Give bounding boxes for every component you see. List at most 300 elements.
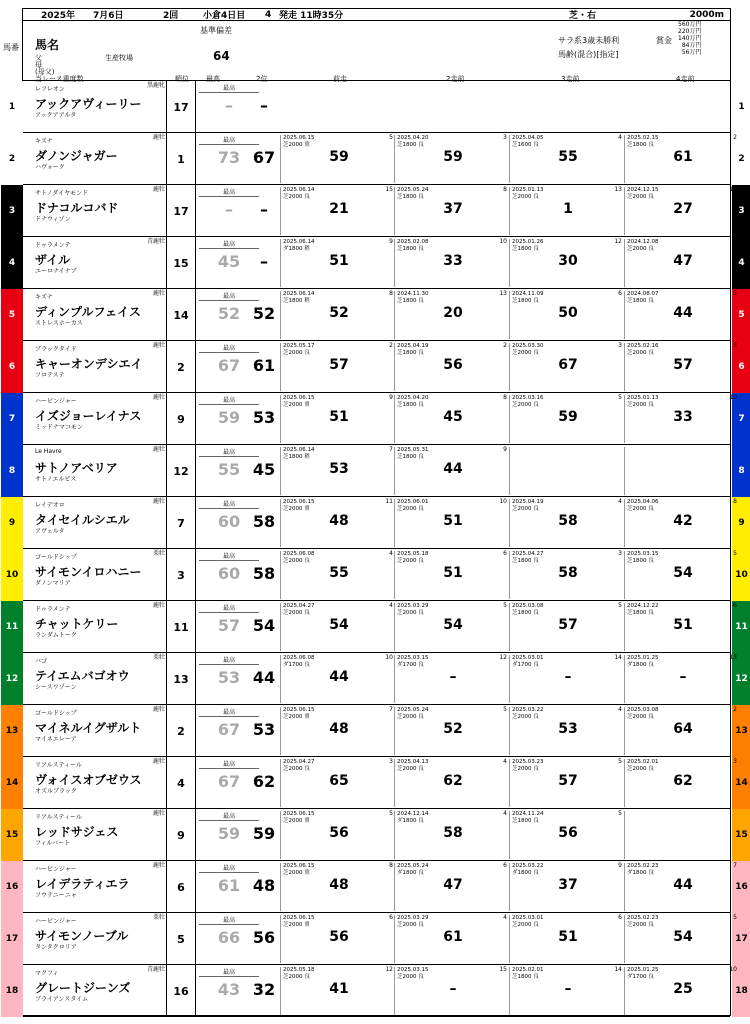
gate-number: 10 [1,549,23,601]
past-race[interactable] [280,655,396,703]
gate-number-right: 5 [732,289,750,341]
past-race[interactable] [394,915,510,963]
second-value: 61 [252,356,276,375]
past-race[interactable] [624,343,740,391]
horse-name[interactable]: チャットケリー [35,617,119,631]
damsire-label: (母父) [35,68,55,76]
past-race[interactable] [394,707,510,755]
sire: Le Havre [35,448,62,455]
past-course: 芝2000 良 [397,506,424,512]
past-race[interactable] [509,135,625,183]
past-race[interactable] [624,291,740,339]
past-race[interactable] [280,239,396,287]
second-rating [249,395,279,443]
past-place: 9 [389,238,393,245]
horse-name[interactable]: アックアヴィーリー [35,97,142,111]
sire: キズナ [35,138,53,145]
rank: 6 [166,861,196,913]
past-date: 2025.06.15 [283,135,315,141]
second-value: 56 [252,928,276,947]
sire: レフレオン [35,86,65,93]
rank: 12 [166,445,196,497]
past-race[interactable] [624,239,740,287]
second-rating [249,655,279,703]
past-race[interactable] [509,291,625,339]
gate-number: 12 [1,653,23,705]
dam: ソウテニーニャ [35,892,77,899]
past-place: 12 [499,654,507,661]
best-value: 53 [217,668,241,687]
past-race[interactable] [624,135,740,183]
past-score: 51 [673,616,693,633]
past-race[interactable] [280,551,396,599]
past-race[interactable] [280,187,396,235]
past-date: 2025.01.25 [627,967,659,973]
gate-number-right: 4 [732,237,750,289]
best-label: 最高 [199,655,259,665]
past-place: 5 [618,602,622,609]
gate-number: 8 [1,445,23,497]
past-race[interactable] [394,343,510,391]
past-course: 芝2000 良 [283,558,310,564]
past-race[interactable] [624,863,740,911]
past-race[interactable] [280,863,396,911]
past-score: 42 [673,512,693,529]
past-race[interactable] [509,551,625,599]
second-rating [249,239,279,287]
past-course: 芝2000 良 [627,922,654,928]
horse-row [5,705,748,757]
horse-name[interactable]: レイデラティエラ [35,877,130,891]
past-place: 5 [389,134,393,141]
past-score: 20 [443,304,463,321]
past-date: 2024.12.15 [627,187,659,193]
coat-sex: 鹿牡 [152,862,165,869]
past-place: 9 [389,394,393,401]
past-race[interactable] [624,499,740,547]
date: 7月6日 [93,11,124,21]
past-race[interactable] [280,135,396,183]
past-course: 芝1800 良 [627,558,654,564]
past-course: 芝1800 良 [512,818,539,824]
horse-name[interactable]: サイモンノーブル [35,929,129,943]
past-score: 44 [443,460,463,477]
past-course: 芝1800 良 [512,610,539,616]
past-race[interactable] [280,499,396,547]
past-race[interactable] [624,395,740,443]
past-score: 54 [443,616,463,633]
past-place: 3 [618,342,622,349]
past-race[interactable] [509,239,625,287]
past-course: 芝2000 良 [627,194,654,200]
past-race[interactable] [624,447,740,495]
past-place: 13 [729,654,737,661]
past-race[interactable] [394,967,510,1015]
past-place: 8 [389,290,393,297]
rank: 2 [166,705,196,757]
past-date: 2025.02.08 [397,239,429,245]
dam: ユーロナイナブ [35,268,77,275]
past-race[interactable] [624,551,740,599]
past-date: 2025.01.26 [512,239,544,245]
past-date: 2025.02.01 [627,759,659,765]
past-score: 56 [443,356,463,373]
coat-sex: 鹿牡 [152,810,165,817]
past-place: 10 [499,498,507,505]
past-race[interactable] [394,135,510,183]
gate-number: 15 [1,809,23,861]
past-race[interactable] [624,967,740,1015]
gate-number-right: 7 [732,393,750,445]
past-race[interactable] [280,707,396,755]
past-place: 5 [618,810,622,817]
past-place: 2 [389,342,393,349]
past-race[interactable] [509,655,625,703]
past-date: 2025.03.22 [512,707,544,713]
tosha-label: 当レース重度数 [35,75,84,83]
past-race[interactable] [509,395,625,443]
past-course: 芝2000 良 [512,922,539,928]
horse-name[interactable]: ディンプルフェイス [35,305,141,319]
dam: ブライアンスタイム [35,996,89,1003]
past-date: 2025.06.14 [283,447,315,453]
past-date: 2025.06.08 [283,655,315,661]
second-rating [249,135,279,183]
past-score: 37 [443,200,463,217]
past-course: 芝1800 稍 [283,298,310,304]
past-place: 14 [614,654,622,661]
past-place: 13 [499,290,507,297]
past-date: 2025.06.01 [397,499,429,505]
past-place: 4 [503,810,507,817]
dam: ハヴォーク [35,164,65,171]
past-date: 2025.03.08 [512,603,544,609]
gate-number: 18 [1,965,23,1017]
best-label: 最高 [199,603,259,613]
past-place: 5 [503,602,507,609]
horse-row [8,393,745,445]
past-course: 芝2000 良 [512,506,539,512]
past-score: 21 [329,200,349,217]
sire: バゴ [35,658,48,665]
horse-row [8,185,745,237]
past-score: 65 [329,772,349,789]
horse-row [8,289,745,341]
prev2-label: 2走前 [446,75,465,83]
coat-sex: 栗牡 [152,914,165,921]
prev3-label: 3走前 [561,75,580,83]
past-race[interactable] [509,811,625,859]
second-rating [249,551,279,599]
horse-name[interactable]: サイモンイロハニー [35,565,142,579]
prev4-label: 4走前 [676,75,695,83]
best-value: 60 [217,512,241,531]
past-race[interactable] [509,187,625,235]
past-race[interactable] [280,603,396,651]
past-course: 芝1800 良 [397,194,424,200]
rank: 16 [166,965,196,1017]
past-score: 67 [558,356,578,373]
past-date: 2025.04.27 [283,603,315,609]
past-date: 2025.03.22 [512,863,544,869]
past-score: 51 [443,564,463,581]
sire: ハービンジャー [35,918,77,925]
prize-list [678,21,701,56]
past-race[interactable] [280,915,396,963]
best-value: 66 [217,928,241,947]
past-place: 7 [733,238,737,245]
past-course: 芝1800 良 [512,246,539,252]
past-course: 芝1800 良 [512,558,539,564]
past-score: 54 [673,564,693,581]
past-date: 2025.02.23 [627,915,659,921]
past-place: 3 [503,134,507,141]
past-date: 2025.03.15 [397,655,429,661]
horse-name[interactable]: テイエムバゴオウ [35,669,130,683]
past-race[interactable] [394,291,510,339]
past-course: ダ1700 良 [512,662,539,668]
past-race[interactable] [394,863,510,911]
second-rating [249,291,279,339]
past-date: 2025.05.31 [397,447,429,453]
rank: 5 [166,913,196,965]
past-course: 芝2000 良 [627,350,654,356]
past-race[interactable] [394,811,510,859]
best-value: 67 [217,720,241,739]
past-race[interactable] [280,759,396,807]
second-value: 53 [252,408,276,427]
past-date: 2025.01.13 [512,187,544,193]
second-rating [249,603,279,651]
best-value: 59 [217,408,241,427]
past-race[interactable] [624,811,740,859]
past-date: 2025.02.01 [512,967,544,973]
second-value: 45 [252,460,276,479]
past-place: 12 [385,966,393,973]
best-value: 59 [217,824,241,843]
gate-number-right: 6 [732,341,750,393]
past-race[interactable] [280,967,396,1015]
past-date: 2025.03.23 [512,759,544,765]
past-score: 57 [673,356,693,373]
horse-name[interactable]: ドナコルコバド [35,201,119,215]
past-race[interactable] [394,239,510,287]
race-card [3,8,748,1016]
gate-number-right: 9 [732,497,750,549]
past-date: 2024.12.08 [627,239,659,245]
past-race[interactable] [394,447,510,495]
horse-row [8,81,745,133]
past-race[interactable] [509,343,625,391]
past-race[interactable] [280,447,396,495]
best-value: 52 [217,304,241,323]
best-value: 60 [217,564,241,583]
past-race[interactable] [624,603,740,651]
prize-1: 560万円 [678,21,702,28]
past-race[interactable] [394,499,510,547]
sire-label: 父 [35,54,42,62]
past-place: 10 [499,238,507,245]
horse-name[interactable]: ザイル [35,253,71,267]
second-value: 48 [252,876,276,895]
past-date: 2025.05.24 [397,187,429,193]
past-race[interactable] [394,603,510,651]
past-place: 2 [733,134,737,141]
past-score: 25 [673,980,693,997]
gate-number-right: 10 [732,549,750,601]
past-course: 芝2000 良 [627,246,654,252]
gate-number: 17 [1,913,23,965]
rank: 11 [166,601,196,653]
past-race[interactable] [509,759,625,807]
past-course: 芝1800 良 [397,350,424,356]
past-race[interactable] [280,811,396,859]
coat-sex: 青鹿牡 [146,966,165,973]
past-race[interactable] [509,863,625,911]
sire: マクフィ [35,970,59,977]
past-race[interactable] [394,395,510,443]
race-condition: 馬齢(混合)[指定] [558,50,619,59]
past-place: 6 [618,290,622,297]
past-score: 56 [558,824,578,841]
past-race[interactable] [394,655,510,703]
best-label: 最高 [199,135,259,145]
past-place: 7 [389,706,393,713]
past-score: 59 [558,408,578,425]
dam: マイネエレーア [35,736,77,743]
second-rating [249,863,279,911]
past-course: 芝1800 良 [627,610,654,616]
horse-name[interactable]: ヴォイスオブゼウス [35,773,142,787]
past-date: 2025.06.15 [283,811,315,817]
past-place: 6 [503,862,507,869]
past-race[interactable] [394,759,510,807]
past-race[interactable] [280,343,396,391]
past-score: 41 [329,980,349,997]
breeder-label: 生産牧場 [105,54,133,62]
gate-number-right: 17 [732,913,750,965]
best-label: 最高 [199,551,259,561]
past-place: 10 [729,966,737,973]
rank: 9 [166,393,196,445]
second-value: 44 [252,668,276,687]
past-course: 芝2000 良 [283,194,310,200]
second-rating [249,707,279,755]
past-race[interactable] [280,291,396,339]
horse-name[interactable]: ダノンジャガー [35,149,118,163]
past-race[interactable] [624,707,740,755]
gate-number: 16 [1,861,23,913]
best-label: 最高 [199,239,259,249]
second-value: – [260,96,268,115]
past-date: 2025.01.13 [627,395,659,401]
surface: 芝・右 [569,11,597,21]
past-race[interactable] [509,707,625,755]
past-race[interactable] [394,551,510,599]
past-race[interactable] [509,967,625,1015]
best-label: 最高 [199,343,259,353]
second-value: 58 [252,564,276,583]
past-course: ダ1800 良 [627,870,654,876]
second-value: 62 [252,772,276,791]
past-date: 2025.06.08 [283,551,315,557]
column-header [3,21,730,83]
past-race[interactable] [624,187,740,235]
past-date: 2025.02.23 [627,863,659,869]
past-race[interactable] [624,915,740,963]
past-course: 芝1600 良 [512,142,539,148]
horse-name[interactable]: タイセイルシエル [35,513,130,527]
rank: 14 [166,289,196,341]
past-place: 10 [729,394,737,401]
past-score: 58 [443,824,463,841]
past-race[interactable] [624,759,740,807]
past-score: 48 [329,512,349,529]
past-date: 2025.03.01 [512,655,544,661]
past-score: 48 [329,720,349,737]
horse-name[interactable]: レッドサジェス [35,825,119,839]
dam: アックアアルタ [35,112,77,119]
past-course: 芝2000 重 [283,714,310,720]
prize-5: 56万円 [681,49,702,56]
past-race[interactable] [509,915,625,963]
coat-sex: 黒鹿牝 [146,82,165,89]
horse-name[interactable]: キャーオンデシエイ [35,357,143,371]
gate-number-right: 16 [732,861,750,913]
past-race[interactable] [509,447,625,495]
second-rating [249,343,279,391]
past-course: ダ1800 良 [627,662,654,668]
past-course: 芝1800 良 [627,142,654,148]
venue: 小倉4日目 [203,11,246,21]
past-race[interactable] [394,187,510,235]
past-course: 芝2000 重 [283,818,310,824]
past-score: 51 [443,512,463,529]
past-score: 54 [329,616,349,633]
horse-name[interactable]: イズジョーレイナス [35,409,142,423]
horse-name[interactable]: サトノアベリア [35,461,118,475]
gate-number-right: 8 [732,445,750,497]
best-label: 最高 [199,395,259,405]
past-place: 4 [503,914,507,921]
past-race[interactable] [624,655,740,703]
dam: タンタクロリア [35,944,77,951]
horse-name[interactable]: マイネルイグザルト [35,721,142,735]
horse-row [5,861,748,913]
best-value: 55 [217,460,241,479]
past-race[interactable] [280,395,396,443]
rank: 3 [166,549,196,601]
past-score: 57 [558,616,578,633]
past-race[interactable] [509,603,625,651]
gate-number: 5 [1,289,23,341]
gate-number: 7 [1,393,23,445]
past-place: 7 [389,446,393,453]
past-place: 2 [733,706,737,713]
past-course: ダ1700 良 [397,662,424,668]
horse-name[interactable]: グレートジーンズ [35,981,131,995]
horse-row [5,601,748,653]
sire: ゴールドシップ [35,554,77,561]
past-race[interactable] [509,499,625,547]
past-date: 2025.06.15 [283,915,315,921]
sire: ハービンジャー [35,866,77,873]
past-course: 芝2000 良 [397,766,424,772]
coat-sex: 鹿牡 [152,498,165,505]
best-label: 最高 [199,863,259,873]
best-value: 57 [217,616,241,635]
prize-4: 84万円 [681,42,702,49]
